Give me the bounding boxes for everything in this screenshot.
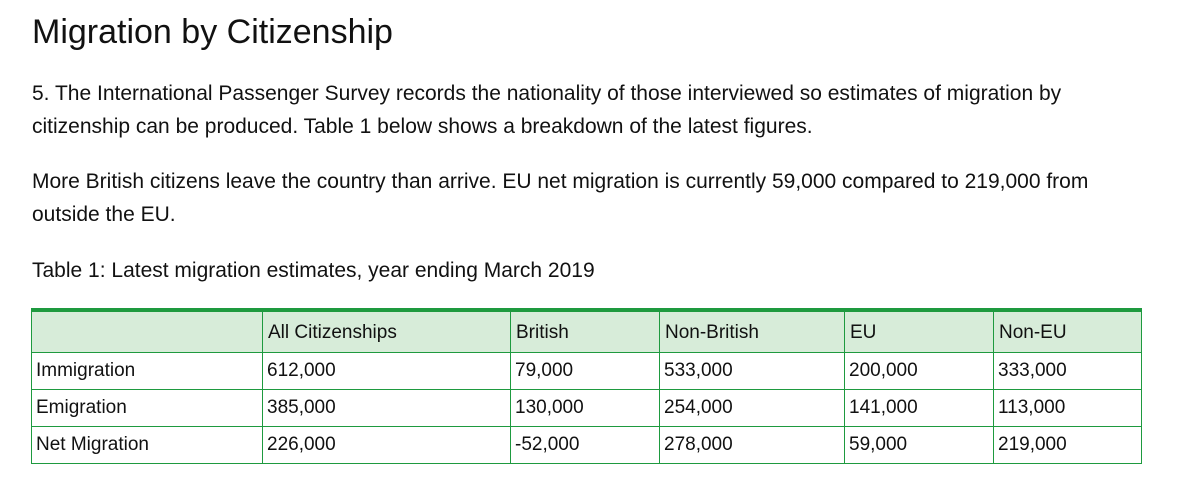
table-cell: 59,000 — [845, 427, 994, 464]
table-cell: 200,000 — [845, 353, 994, 390]
table-cell: 226,000 — [263, 427, 511, 464]
row-label: Immigration — [32, 353, 263, 390]
table-cell: 278,000 — [660, 427, 845, 464]
header-cell-non-british: Non-British — [660, 310, 845, 353]
table-row-net-migration — [32, 427, 1142, 464]
table-cell: 141,000 — [845, 390, 994, 427]
header-cell-british: British — [511, 310, 660, 353]
table-cell: 113,000 — [994, 390, 1142, 427]
table-row-emigration — [32, 390, 1142, 427]
row-label: Emigration — [32, 390, 263, 427]
row-label: Net Migration — [32, 427, 263, 464]
table-cell: 79,000 — [511, 353, 660, 390]
page-title: Migration by Citizenship — [32, 13, 393, 51]
table-cell: 385,000 — [263, 390, 511, 427]
table-cell: 333,000 — [994, 353, 1142, 390]
paragraph-net-migration: More British citizens leave the country than arrive. EU net migration is currently 59,000 compared to 219,000 from outside the EU. — [32, 170, 1089, 226]
table-header-row — [32, 310, 1142, 353]
table-cell: 533,000 — [660, 353, 845, 390]
table-cell: 219,000 — [994, 427, 1142, 464]
header-cell-empty — [32, 310, 263, 353]
migration-table — [31, 308, 1142, 464]
paragraph-survey: 5. The International Passenger Survey records the nationality of those interviewed so estimates of migration by citizenship can be produced. Table 1 below shows a breakdown of the latest figures. — [32, 82, 1062, 138]
table-cell: 130,000 — [511, 390, 660, 427]
table-caption: Table 1: Latest migration estimates, year ending March 2019 — [32, 259, 595, 282]
header-cell-non-eu: Non-EU — [994, 310, 1142, 353]
header-cell-eu: EU — [845, 310, 994, 353]
table-row-immigration — [32, 353, 1142, 390]
table-cell: -52,000 — [511, 427, 660, 464]
table-cell: 612,000 — [263, 353, 511, 390]
header-cell-all-citizenships: All Citizenships — [263, 310, 511, 353]
table-cell: 254,000 — [660, 390, 845, 427]
